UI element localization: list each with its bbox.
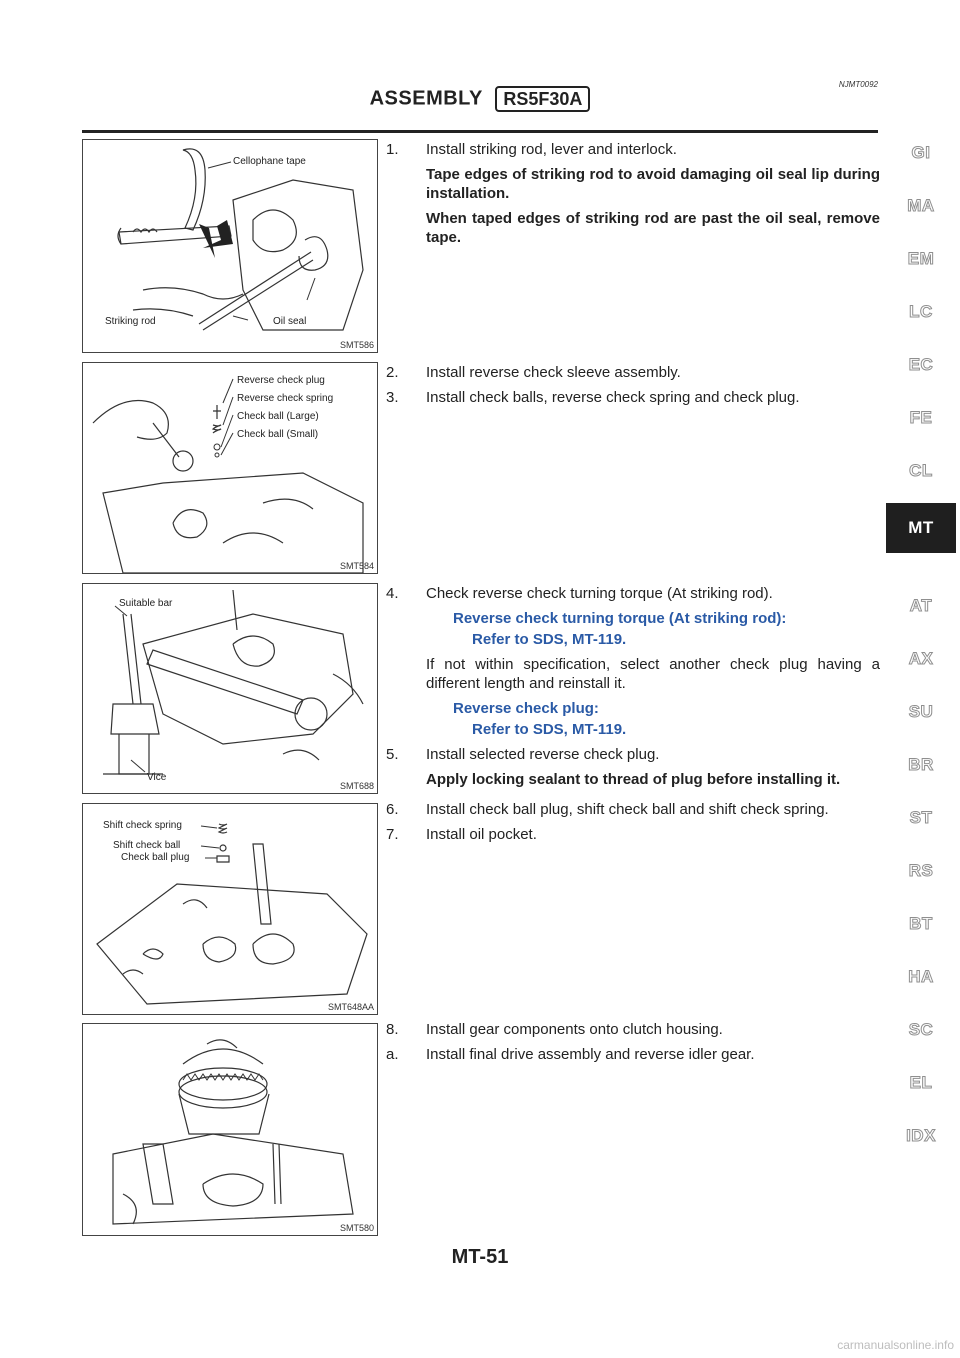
page-header <box>80 86 880 116</box>
figure-smt648aa <box>82 803 378 1015</box>
sidebar-tab-sc[interactable]: SC <box>908 1020 934 1039</box>
label-reverse-check-plug: Reverse check plug <box>237 375 325 386</box>
model-badge: RS5F30A <box>495 86 590 112</box>
step-text: Install final drive assembly and reverse idler gear. <box>426 1046 755 1063</box>
label-oil-seal: Oil seal <box>273 316 307 327</box>
step-5 <box>386 745 880 764</box>
label-shift-check-spring: Shift check spring <box>103 820 182 831</box>
spec-turning-torque-ref: Refer to SDS, MT-119. <box>472 631 627 648</box>
step-a <box>386 1045 880 1064</box>
label-check-ball-large: Check ball (Large) <box>237 411 319 422</box>
step-number: 7. <box>386 826 399 843</box>
step-text: Install reverse check sleeve assembly. <box>426 364 681 381</box>
shift-check-illustration <box>83 804 377 1014</box>
step-1 <box>386 140 880 159</box>
step-text: Install check ball plug, shift check ball and shift check spring. <box>426 801 829 818</box>
step-text: Install striking rod, lever and interlock. <box>426 141 677 158</box>
step-number: 5. <box>386 746 399 763</box>
footer-watermark: carmanualsonline.info <box>837 1338 954 1352</box>
section-turning-torque <box>386 584 880 795</box>
sidebar-tab-idx[interactable]: IDX <box>906 1126 936 1145</box>
figure-id: SMT584 <box>339 561 374 571</box>
header-rule <box>82 130 878 133</box>
step-number: 3. <box>386 389 399 406</box>
figure-smt584 <box>82 362 378 574</box>
sidebar-tab-ma[interactable]: MA <box>907 196 935 215</box>
sidebar-tab-rs[interactable]: RS <box>908 861 934 880</box>
step-3 <box>386 388 880 407</box>
figure-id: SMT586 <box>339 340 374 350</box>
sidebar-tab-em[interactable]: EM <box>907 249 935 268</box>
sidebar-tab-lc[interactable]: LC <box>909 302 933 321</box>
sidebar-tab-br[interactable]: BR <box>908 755 934 774</box>
figure-smt586 <box>82 139 378 353</box>
spec-turning-torque-title: Reverse check turning torque (At striking rod): <box>453 610 787 627</box>
figure-smt688 <box>82 583 378 794</box>
sidebar-tab-ax[interactable]: AX <box>908 649 934 668</box>
page-number: MT-51 <box>451 1246 509 1268</box>
step-number: 8. <box>386 1021 399 1038</box>
sidebar-tab-el[interactable]: EL <box>909 1073 933 1092</box>
turning-torque-illustration <box>83 584 377 793</box>
body-not-within-spec: If not within specification, select another check plug having a different length and reinstall it. <box>426 656 880 692</box>
sidebar-tab-gi[interactable]: GI <box>911 143 931 162</box>
step-text: Install gear components onto clutch housing. <box>426 1021 723 1038</box>
figure-id: SMT688 <box>339 781 374 791</box>
spec-check-plug-ref: Refer to SDS, MT-119. <box>472 721 627 738</box>
sidebar-tab-fe[interactable]: FE <box>909 408 933 427</box>
label-suitable-bar: Suitable bar <box>119 598 173 609</box>
step-text: Install selected reverse check plug. <box>426 746 660 763</box>
section-reverse-check-sleeve <box>386 363 880 413</box>
sidebar-tab-cl[interactable]: CL <box>909 461 933 480</box>
document-code: NJMT0092 <box>838 80 878 89</box>
spec-check-plug-title: Reverse check plug: <box>453 700 599 717</box>
section-check-ball-plug <box>386 800 880 850</box>
step-number: 1. <box>386 141 399 158</box>
label-vice: Vice <box>147 772 167 783</box>
sidebar-tab-ec[interactable]: EC <box>908 355 934 374</box>
label-reverse-check-spring: Reverse check spring <box>237 393 334 404</box>
step-6 <box>386 800 880 819</box>
step-number: 2. <box>386 364 399 381</box>
step-text: Install oil pocket. <box>426 826 537 843</box>
figure-id: SMT648AA <box>327 1002 374 1012</box>
sidebar-tab-mt[interactable]: MT <box>886 503 956 553</box>
label-check-ball-plug: Check ball plug <box>121 852 190 863</box>
figure-id: SMT580 <box>339 1223 374 1233</box>
step-7 <box>386 825 880 844</box>
step-text: Install check balls, reverse check spring and check plug. <box>426 389 800 406</box>
section-striking-rod <box>386 140 880 253</box>
step-8 <box>386 1020 880 1039</box>
step-number: a. <box>386 1046 399 1063</box>
figure-smt580 <box>82 1023 378 1236</box>
note-locking-sealant: Apply locking sealant to thread of plug before installing it. <box>426 771 841 788</box>
striking-rod-illustration <box>83 140 377 352</box>
note-remove-tape: When taped edges of striking rod are past the oil seal, remove tape. <box>426 210 880 246</box>
sidebar-tab-at[interactable]: AT <box>909 596 933 615</box>
label-check-ball-small: Check ball (Small) <box>237 429 319 440</box>
step-number: 6. <box>386 801 399 818</box>
label-cellophane-tape: Cellophane tape <box>233 156 306 167</box>
sidebar-tab-su[interactable]: SU <box>908 702 934 721</box>
step-number: 4. <box>386 585 399 602</box>
note-tape-edges: Tape edges of striking rod to avoid damaging oil seal lip during installation. <box>426 166 880 202</box>
reverse-check-illustration <box>83 363 377 573</box>
page-title: ASSEMBLY <box>369 87 483 110</box>
final-drive-illustration <box>83 1024 377 1235</box>
sidebar-tab-ha[interactable]: HA <box>908 967 934 986</box>
label-striking-rod: Striking rod <box>105 316 156 327</box>
label-shift-check-ball: Shift check ball <box>113 840 181 851</box>
sidebar-tab-bt[interactable]: BT <box>909 914 933 933</box>
step-2 <box>386 363 880 382</box>
step-4 <box>386 584 880 603</box>
sidebar-tab-st[interactable]: ST <box>909 808 933 827</box>
section-gear-components <box>386 1020 880 1070</box>
step-text: Check reverse check turning torque (At striking rod). <box>426 585 773 602</box>
